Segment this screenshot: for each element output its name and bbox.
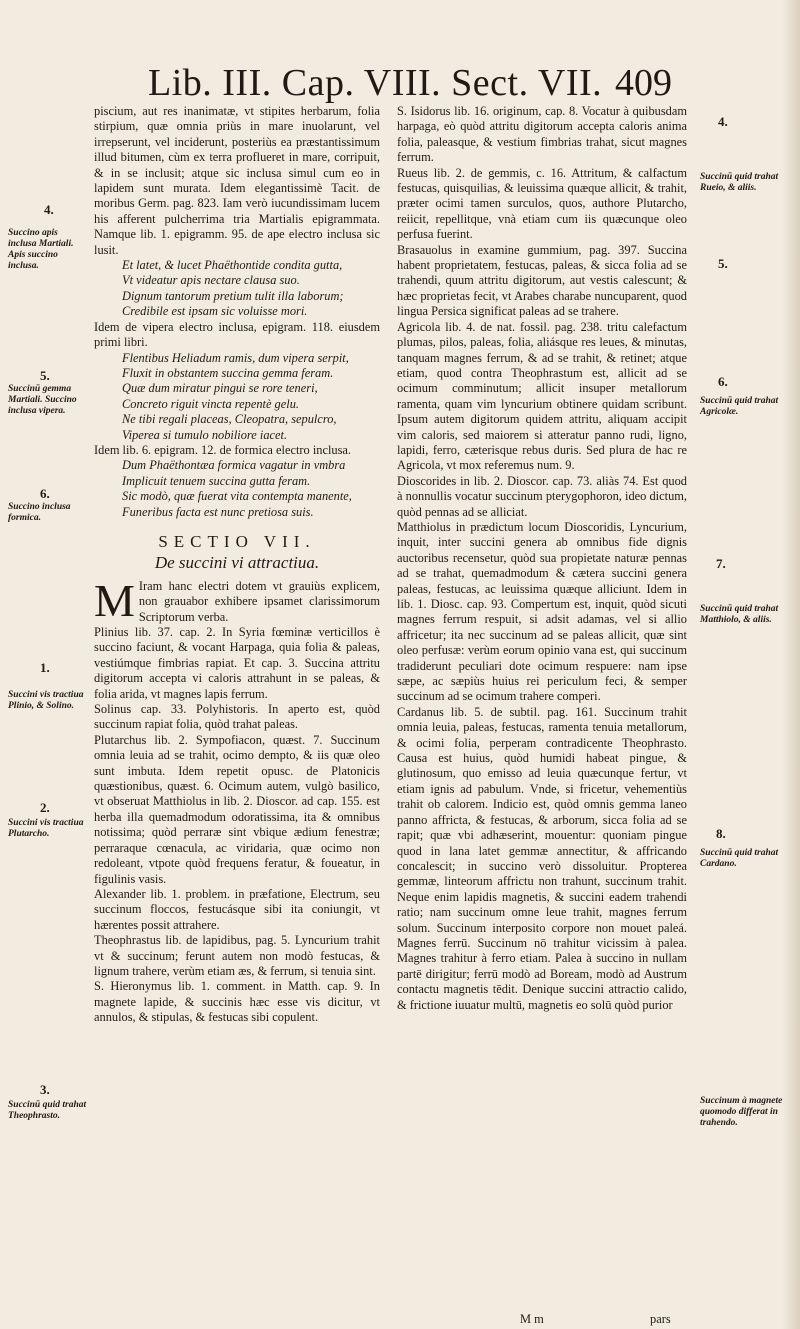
paragraph-text: Iram hanc electri dotem vt grauiùs explicem, non grauabor exhibere ipsamet clarissimorum Scriptorum verba. xyxy=(138,578,380,624)
page-edge-shadow xyxy=(782,0,800,1329)
margin-numeral: 7. xyxy=(716,556,726,571)
drop-cap: M xyxy=(94,574,135,626)
paragraph: piscium, aut res inanimatæ, vt stipites herbarum, folia stirpium, quæ omnia priùs in mare inuolarunt, vel irrepserunt, vel inciderunt, posteriùs ea præstantissimum illud bitumen, cùm ex terra proflueret in mare, corripuit, & in se inclusit; atque sic inclusa simul cum eo in lapidem sunt murata. Idem elegantissimè Tacit. de moribus Germ. pag. 823. Iam verò iucundissimam lucem his afferent pulcherrima tria Martialis epigrammata. Namque lib. 1. epigramm. 95. de ape electro inclusa sic lusit. xyxy=(94,104,380,257)
page-number: 409 xyxy=(615,62,672,104)
margin-numeral: 4. xyxy=(718,114,728,129)
paragraph: Idem de vipera electro inclusa, epigram. 118. eiusdem primi libri. xyxy=(94,319,380,350)
margin-numeral: 6. xyxy=(718,374,728,389)
paragraph: Matthiolus in prædictum locum Dioscoridis, Lyncurium, inquit, inter succini genera ab omnibus fide dignis auctoribus recensetur, quòd sua propietate naturæ pennas ad se trahat, quemadmodum & cætera succini genera paleas, festucas, ac leuissima quæque alliciunt. Idem in lib. 1. Diosc. cap. 93. Compertum est, inquit, quòd sicuti magnes ferrum respuit, si adsit adamas, vel si allio affricetur; ita nec succinum ad se paleas allicit, quæ sint oleo perfusæ: verùm eorum opinio vana est, qui succinum tradiderunt peculiari dote ocimum respuere: nam ipse sæpe, ac sæpiùs huius rei periculum feci, & semper succinum ad se ocimum trahere comperi. xyxy=(397,519,687,704)
margin-note: Succini vis tractiua Plutarcho. xyxy=(8,818,84,839)
left-column xyxy=(94,104,380,1026)
paragraph: Alexander lib. 1. problem. in præfatione, Electrum, seu succinum floccos, festucásque sibi ita coniungit, vt hærentes possit attrahere. xyxy=(94,886,380,932)
paragraph-with-dropcap xyxy=(94,574,380,626)
section-heading: SECTIO VII. xyxy=(158,531,316,551)
margin-numeral: 5. xyxy=(718,256,728,271)
verse-block xyxy=(94,258,380,320)
paragraph: Plinius lib. 37. cap. 2. In Syria fœminæ verticillos è succino faciunt, & vocant Harpaga, quia folia & paleas, vestiúmque fimbrias rapiat. Et cap. 3. Succina attritu digitorum accepta vi caloris attrahunt in se paleas, & folia arida, vt magnes lapis ferrum. xyxy=(94,625,380,701)
paragraph: Solinus cap. 33. Polyhistoris. In aperto est, quòd succinum rapiat folia, quòd trahat paleas. xyxy=(94,702,380,732)
verse-line: Sic modò, quæ fuerat vita contempta manente, xyxy=(122,489,352,504)
verse-line: Fluxit in obstantem succina gemma feram. xyxy=(122,365,334,380)
verse-line: Et latet, & lucet Phaëthontide condita gutta, xyxy=(122,258,343,273)
margin-note: Succinū quid trahat Rueio, & aliis. xyxy=(700,172,779,193)
paragraph: Theophrastus lib. de lapidibus, pag. 5. Lyncurium trahit vt & succinum; ferunt autem non modò festucas, & lignum trahere, verùm etiam æs, & ferrum, si tenuia sint. xyxy=(94,933,380,978)
paragraph: S. Isidorus lib. 16. originum, cap. 8. Vocatur à quibusdam harpaga, eò quòd attritu digitorum accepta caloris anima folia, paleasque, & vestium fimbrias trahat, sicut magnes ferrum. xyxy=(397,104,687,165)
margin-note: Succino inclusa formica. xyxy=(8,502,71,523)
margin-note: Succino apis inclusa Martiali. Apis succino inclusa. xyxy=(8,228,74,271)
margin-numeral: 8. xyxy=(716,826,726,841)
running-head: Lib. III. Cap. VIII. Sect. VII. xyxy=(148,62,603,104)
page-header xyxy=(0,58,800,108)
verse-line: Flentibus Heliadum ramis, dum vipera serpit, xyxy=(122,350,349,365)
margin-numeral: 3. xyxy=(40,1082,50,1097)
margin-numeral: 6. xyxy=(40,486,50,501)
verse-line: Dignum tantorum pretium tulit illa laborum; xyxy=(122,288,344,303)
paragraph: Cardanus lib. 5. de subtil. pag. 161. Succinum trahit omnia leuia, paleas, festucas, ramenta tenuia metallorum, & ocimi folia, perperam contradicente Theophrasto. Causa est huius, quòd humidi habeat pingue, & glutinosum, quo emisso ad leuia quæcunque fertur, vt etiam ignis ad pabulum. Vnde, si fricetur, vehementiùs trahit ob calorem. Indicio est, quòd omnis gemma laneo panno affricta, & festucas, & arborum, sicca folia ad se rapit; quæ vbi adhæserint, mouentur: quoniam pingue quod in lana latet gemmæ annectitur, & affricando concalescit; in succino verò dissoluitur. Propterea gemmæ, linteorum affrictu non trahunt, succinum trahit. Neque enim lapidis magnetis, & succini eadem trahendi ratio; nam succinum omne leue trahit, magnes ferrum solum. Succinum interposito corpore non mouet paleá. Magnes ferrū. Succinum nō trahitur vicissim à palea. Magnes trahitur à ferro etiam. Palea à succino in nullam partē dirigitur; ferrū modò ad Boream, modò ad Austrum contactu magnetis tēdit. Denique succini attractio calido, & frictione iuuatur multū, magnetis eo solū quòd purior xyxy=(397,704,687,1012)
margin-note: Succinū quid trahat Matthiolo, & aliis. xyxy=(700,604,779,625)
verse-line: Implicuit tenuem succina gutta feram. xyxy=(122,473,311,488)
verse-block xyxy=(94,458,380,520)
margin-numeral: 4. xyxy=(44,202,54,217)
margin-note: Succinū gemma Martiali. Succino inclusa vipera. xyxy=(8,384,77,416)
margin-note: Succini vis tractiua Plinio, & Solino. xyxy=(8,690,84,711)
margin-numeral: 5. xyxy=(40,368,50,383)
paragraph: Plutarchus lib. 2. Sympofiacon, quæst. 7. Succinum omnia leuia ad se trahit, ocimo dempto, & iis quæ oleo sunt imbuta. Idem repetit opusc. de Platonicis quæstionibus, quæst. 6. Ocimum autem, vulgò basilico, vt obseruat Matthiolus in lib. 2. Dioscor. ad cap. 155. est herba illa quemadmodum odoratissima, ita & omnibus notissima; quòd perraræ sint vbique ædium fenestræ; perraraque cœnacula, ac viridaria, quæ ocimo non redoleant, vtpote quòd frequens feratur, & foueatur, in figulinis vasis. xyxy=(94,732,380,886)
verse-line: Viperea si tumulo nobiliore iacet. xyxy=(122,427,288,442)
verse-line: Dum Phaëthontæa formica vagatur in vmbra xyxy=(122,458,346,473)
paragraph: Dioscorides in lib. 2. Dioscor. cap. 73. aliàs 74. Est quod à nonnullis vocatur succinum pterygophoron, ideo dictum, quòd pennas ad se alliciat. xyxy=(397,473,687,519)
verse-line: Concreto riguit vincta repentè gelu. xyxy=(122,396,299,411)
verse-line: Ne tibi regali placeas, Cleopatra, sepulcro, xyxy=(122,412,337,427)
margin-numeral: 1. xyxy=(40,660,50,675)
paragraph: Brasauolus in examine gummium, pag. 397. Succina habent proprietatem, festucas, paleas, & sicca folia ad se trahendi, quum attritu digitorum, aut vestis calescunt; & hæc proprietas fecit, vt Arabes charabe nuncuparent, quod lingua Persica significat paleas ad se trahere. xyxy=(397,242,687,319)
margin-note: Succinū quid trahat Theophrasto. xyxy=(8,1100,87,1121)
verse-block xyxy=(94,351,380,443)
signature-mark: M m xyxy=(520,1312,544,1326)
verse-line: Vt videatur apis nectare clausa suo. xyxy=(122,273,300,288)
paragraph: Idem lib. 6. epigram. 12. de formica electro inclusa. xyxy=(94,442,352,457)
verse-line: Credibile est ipsam sic voluisse mori. xyxy=(122,304,308,319)
paragraph: Rueus lib. 2. de gemmis, c. 16. Attritum, & calfactum festucas, quisquilias, & leuissima quæque allicit, & trahit, præter ocimi tamen surculos, quos, authore Plutarcho, reiicit, repellitque, vnà etiam cum iis quæcunque oleo perfusa fuerint. xyxy=(397,165,687,242)
margin-note: Succinum à magnete quomodo differat in trahendo. xyxy=(700,1096,783,1128)
catchword: pars xyxy=(650,1312,671,1326)
paragraph: Agricola lib. 4. de nat. fossil. pag. 238. tritu calefactum plumas, pilos, paleas, folia, aliásque res leues, & minutas, tanquam magnes ferrum, & ad se trahit, & retinet; atque etiam, quod contra Theophrastum est, allicit ad se ocimum comminutum; allicit insuper metallorum ramenta, quam vim lyncurium obtinere quidam scribunt. Ipsum autem digitorum quidem attritu, aliquam accipit vim caloris, sed maiorem si atteratur panno rudi, ligno, lapidi, ferro, cæterisque rebus duris. Sed plura de hac re Agricola, vt mox referemus num. 9. xyxy=(397,319,687,473)
margin-note: Succinū quid trahat Agricolæ. xyxy=(700,396,779,417)
section-subtitle: De succini vi attractiua. xyxy=(154,553,320,573)
verse-line: Funeribus facta est nunc pretiosa suis. xyxy=(122,504,314,519)
verse-line: Quæ dum miratur pingui se rore teneri, xyxy=(122,381,318,396)
right-column xyxy=(397,104,687,1013)
paragraph: S. Hieronymus lib. 1. comment. in Matth. cap. 9. In magnete lapide, & succinis hæc esse vis dicitur, vt annulos, & stipulas, & festucas sibi copulent. xyxy=(94,979,380,1025)
margin-note: Succinū quid trahat Cardano. xyxy=(700,848,779,869)
margin-numeral: 2. xyxy=(40,800,50,815)
